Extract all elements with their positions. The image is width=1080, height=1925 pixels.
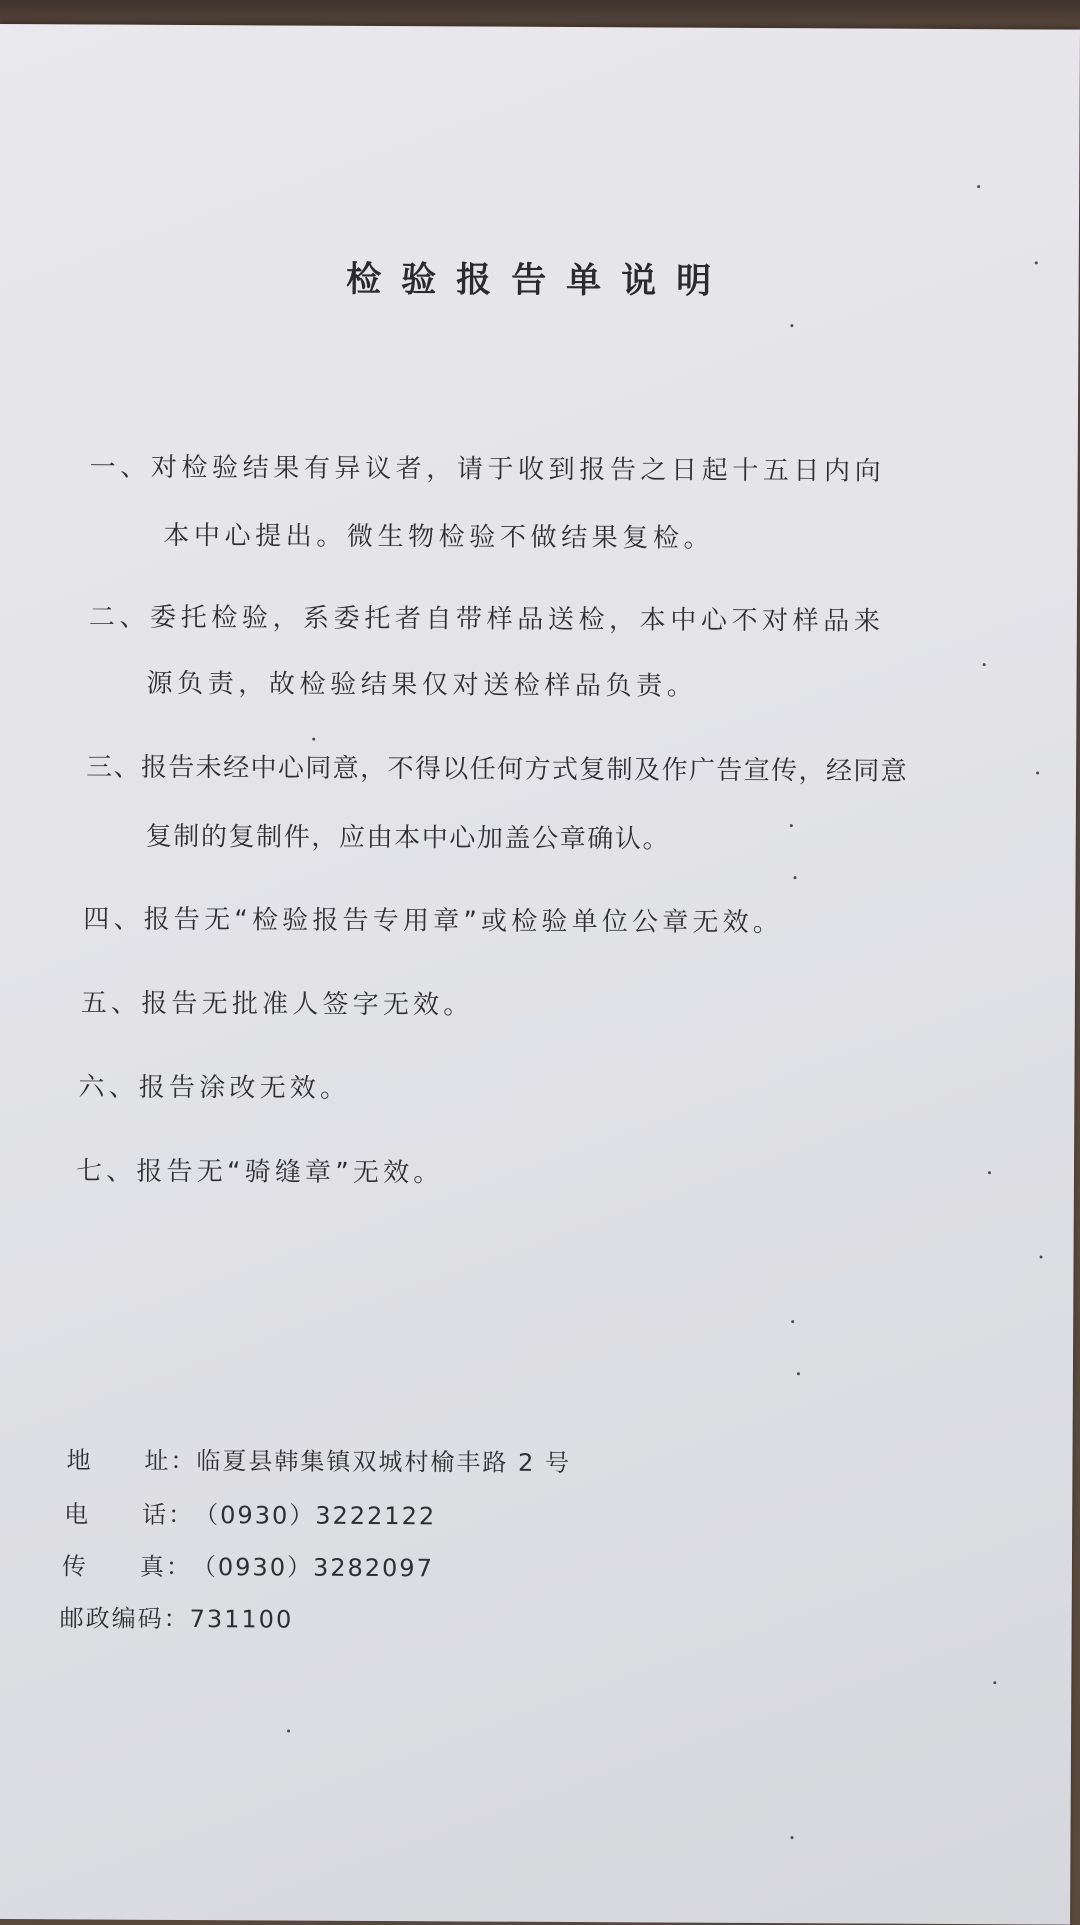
paper-speck bbox=[312, 738, 315, 741]
fax-row bbox=[62, 1546, 434, 1583]
fax-value: （0930）3282097 bbox=[191, 1553, 434, 1583]
clause-2-line-2: 源负责，故检验结果仅对送检样品负责。 bbox=[146, 668, 698, 702]
clause-3-line-2: 复制的复制件，应由本中心加盖公章确认。 bbox=[145, 821, 671, 855]
paper-speck bbox=[791, 1836, 794, 1839]
paper-speck bbox=[790, 824, 793, 827]
paper-speck bbox=[791, 1320, 794, 1323]
clause-1-line-1: 一、对检验结果有异议者，请于收到报告之日起十五日内向 bbox=[89, 452, 886, 487]
paper-speck bbox=[287, 1730, 290, 1733]
paper-speck bbox=[790, 324, 793, 327]
paper-speck bbox=[983, 663, 986, 666]
paper-speck bbox=[1040, 1255, 1043, 1258]
clause-4: 四、报告无“检验报告专用章”或检验单位公章无效。 bbox=[83, 904, 784, 939]
paper-speck bbox=[988, 1171, 991, 1174]
clause-6: 六、报告涂改无效。 bbox=[78, 1072, 351, 1104]
clause-5: 五、报告无批准人签字无效。 bbox=[80, 988, 474, 1021]
paper-speck bbox=[1036, 771, 1039, 774]
document-title: 检验报告单说明 bbox=[346, 259, 732, 302]
phone-label: 电 话： bbox=[64, 1500, 195, 1530]
paper-speck bbox=[797, 1372, 800, 1375]
paper-speck bbox=[1035, 261, 1038, 264]
phone-row bbox=[64, 1494, 436, 1531]
postcode-value: 731100 bbox=[189, 1605, 294, 1634]
address-row bbox=[66, 1440, 571, 1478]
clause-7: 七、报告无“骑缝章”无效。 bbox=[75, 1156, 444, 1189]
address-label: 地 址： bbox=[66, 1446, 197, 1476]
paper-sheet bbox=[0, 24, 1080, 1925]
clause-2-line-1: 二、委托检验，系委托者自带样品送检，本中心不对样品来 bbox=[88, 602, 885, 637]
postcode-label: 邮政编码： bbox=[59, 1604, 190, 1634]
paper-speck bbox=[794, 876, 797, 879]
address-value: 临夏县韩集镇双城村榆丰路 2 号 bbox=[196, 1447, 572, 1478]
phone-value: （0930）3222122 bbox=[194, 1501, 437, 1531]
paper-speck bbox=[977, 185, 980, 188]
clause-3-line-1: 三、报告未经中心同意，不得以任何方式复制及作广告宣传，经同意 bbox=[86, 752, 909, 787]
postcode-row bbox=[60, 1598, 294, 1634]
clause-1-line-2: 本中心提出。微生物检验不做结果复检。 bbox=[163, 520, 715, 554]
fax-label: 传 真： bbox=[61, 1552, 192, 1582]
document bbox=[0, 24, 1080, 1925]
paper-speck bbox=[993, 1681, 996, 1684]
